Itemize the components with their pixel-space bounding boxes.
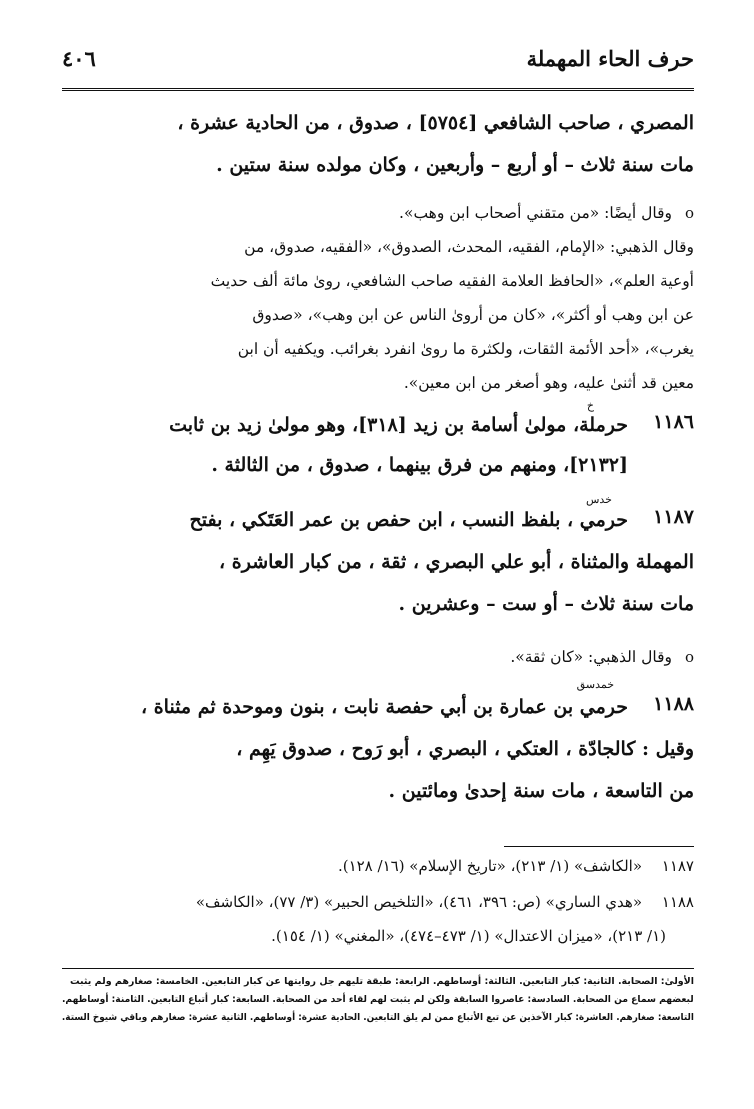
note-line: وقال أيضًا: «من متقني أصحاب ابن وهب». bbox=[399, 204, 672, 222]
entry-number: ١١٨٨ bbox=[653, 693, 694, 715]
header-rule bbox=[62, 88, 694, 91]
tabaqat-legend-line: لبعضهم سماع من الصحابة. السادسة: عاصروا السابقة ولكن لم يثبت لهم لقاء أحد من الصحابة. السابعة: كبار أتباع التابعين. الثامنة: أوساطهم. bbox=[62, 994, 694, 1005]
note-line: عن ابن وهب أو أكثر»، «كان من أروىٰ الناس عن ابن وهب»، «صدوق bbox=[252, 306, 694, 324]
entry-line: حرمي بن عمارة بن أبي حفصة نابت ، بنون وموحدة ثم مثناة ، bbox=[140, 696, 628, 718]
entry-line: حرمي ، بلفظ النسب ، ابن حفص بن عمر العَتَكي ، بفتح bbox=[189, 509, 628, 531]
entry-line: وقيل : كالجادّة ، العتكي ، البصري ، أبو رَوح ، صدوق يَهِم ، bbox=[236, 738, 694, 760]
note-line: وقال الذهبي: «كان ثقة». bbox=[510, 648, 672, 666]
tabaqat-legend-line: التاسعة: صغارهم. العاشرة: كبار الآخذين عن تبع الأتباع ممن لم يلق التابعين. الحادية عشرة: أوساطهم. الثانية عشرة: صغارهم وباقي شيوخ الستة. bbox=[62, 1012, 694, 1023]
entry-line: حرملة، مولىٰ أسامة بن زيد [٣١٨]، وهو مولىٰ زيد بن ثابت bbox=[169, 414, 628, 436]
entry-line: من التاسعة ، مات سنة إحدىٰ ومائتين . bbox=[388, 780, 694, 802]
running-header bbox=[62, 40, 694, 80]
note-line: أوعية العلم»، «الحافظ العلامة الفقيه صاحب الشافعي، روىٰ مائة ألف حديث bbox=[210, 272, 694, 290]
note-bullet-icon: o bbox=[684, 204, 694, 222]
source-siglum: خدس bbox=[585, 493, 612, 506]
footnote-line: «الكاشف» (١/ ٢١٣)، «تاريخ الإسلام» (١٦/ ١٢٨). bbox=[337, 857, 642, 875]
tabaqat-legend-line: الأولىٰ: الصحابة. الثانية: كبار التابعين. الثالثة: أوساطهم. الرابعة: طبقة تليهم جل روايتها عن كبار التابعين. الخامسة: صغارهم ولم يثبت bbox=[69, 976, 694, 987]
continuation-line: المصري ، صاحب الشافعي [٥٧٥٤] ، صدوق ، من الحادية عشرة ، bbox=[177, 112, 694, 134]
footnote-line: «هدي الساري» (ص: ٣٩٦، ٤٦١)، «التلخيص الحبير» (٣/ ٧٧)، «الكاشف» bbox=[195, 893, 642, 911]
entry-line: مات سنة ثلاث – أو ست – وعشرين . bbox=[398, 593, 694, 615]
chapter-title: حرف الحاء المهملة bbox=[526, 46, 694, 71]
note-line: معين قد أثنىٰ عليه، وهو أصغر من ابن معين». bbox=[403, 374, 694, 392]
entry-number: ١١٨٦ bbox=[653, 411, 694, 433]
footnote-line: (١/ ٢١٣)، «ميزان الاعتدال» (١/ ٤٧٣–٤٧٤)، «المغني» (١/ ١٥٤). bbox=[271, 927, 666, 945]
legend-rule bbox=[62, 968, 694, 969]
entry-number: ١١٨٧ bbox=[653, 506, 694, 528]
entry-line: [٢١٣٢]، ومنهم من فرق بينهما ، صدوق ، من الثالثة . bbox=[211, 454, 628, 476]
page-number: ٤٠٦ bbox=[62, 46, 96, 71]
source-siglum: خمدسق bbox=[576, 678, 614, 691]
footnote-number: ١١٨٨ bbox=[661, 893, 694, 911]
footnote-number: ١١٨٧ bbox=[661, 857, 694, 875]
entry-line: المهملة والمثناة ، أبو علي البصري ، ثقة ، من كبار العاشرة ، bbox=[219, 551, 694, 573]
note-bullet-icon: o bbox=[684, 648, 694, 666]
continuation-line: مات سنة ثلاث – أو أربع – وأربعين ، وكان مولده سنة ستين . bbox=[216, 154, 694, 176]
footnote-rule bbox=[504, 846, 694, 847]
note-line: وقال الذهبي: «الإمام، الفقيه، المحدث، الصدوق»، «الفقيه، صدوق، من bbox=[244, 238, 694, 256]
note-line: يغرب»، «أحد الأئمة الثقات، ولكثرة ما روىٰ انفرد بغرائب. ويكفيه أن ابن bbox=[237, 340, 694, 358]
source-siglum: خ bbox=[586, 399, 594, 412]
book-page bbox=[62, 36, 694, 1096]
